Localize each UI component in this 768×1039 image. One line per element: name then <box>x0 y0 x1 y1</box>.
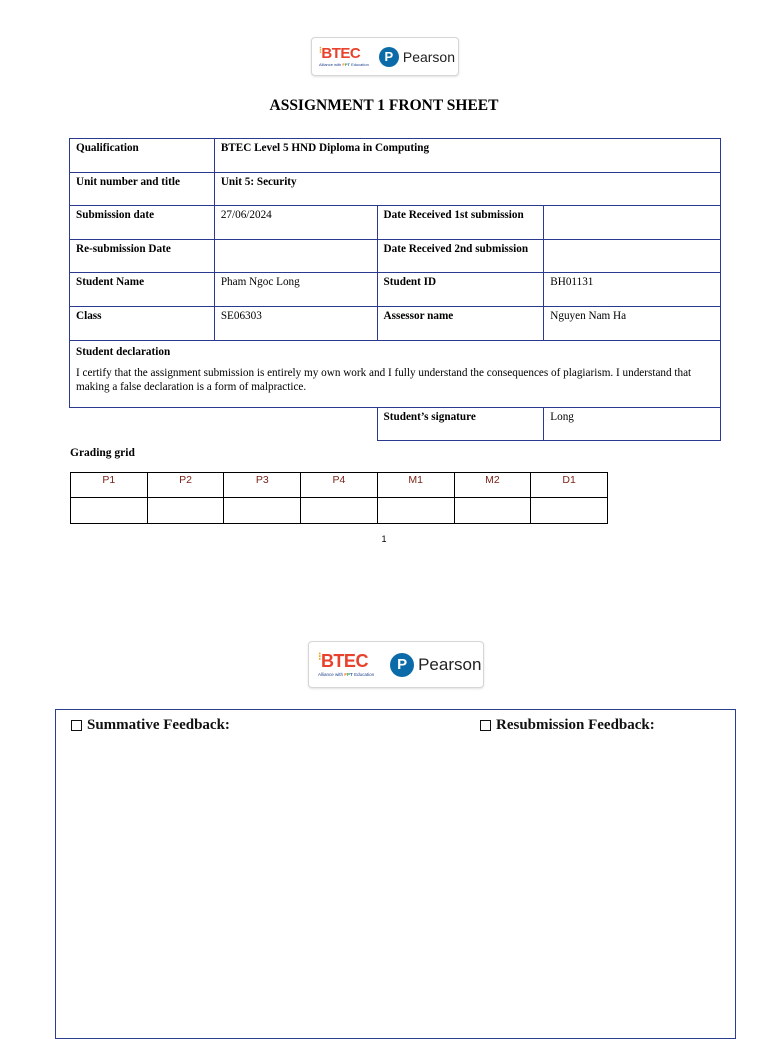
table-row <box>70 340 721 407</box>
qualification-label: Qualification <box>70 139 215 173</box>
resubmission-checkbox[interactable] <box>480 720 491 731</box>
resubmission-date-label: Re-submission Date <box>70 239 215 273</box>
submission-date-value: 27/06/2024 <box>214 206 377 240</box>
student-name-label: Student Name <box>70 273 215 307</box>
fpt-letter: F <box>342 62 345 67</box>
signature-label: Student’s signature <box>377 407 544 441</box>
summative-feedback <box>71 717 230 734</box>
grade-header: M1 <box>377 473 454 498</box>
assessor-value: Nguyen Nam Ha <box>544 306 721 340</box>
fpt-letter: T <box>347 62 350 67</box>
empty-cell <box>70 407 378 441</box>
btec-logo-text: BTEC <box>320 650 368 671</box>
grade-header: P1 <box>71 473 148 498</box>
student-declaration <box>70 340 721 407</box>
table-row <box>70 239 721 273</box>
student-name-value: Pham Ngoc Long <box>214 273 377 307</box>
pearson-icon <box>379 47 399 67</box>
grade-header: P3 <box>224 473 301 498</box>
student-id-label: Student ID <box>377 273 544 307</box>
table-row <box>70 407 721 441</box>
logo-banner-top <box>311 37 459 76</box>
pearson-logo-text: Pearson <box>402 48 456 65</box>
unit-label: Unit number and title <box>70 172 215 206</box>
date-received-2-label: Date Received 2nd submission <box>377 239 544 273</box>
table-row <box>70 306 721 340</box>
fpt-letter: F <box>344 671 348 677</box>
resubmission-feedback <box>480 717 655 734</box>
unit-value: Unit 5: Security <box>214 172 720 206</box>
btec-tagline: Alliance with <box>318 671 344 677</box>
declaration-text: I certify that the assignment submission is entirely my own work and I fully understand the consequences of plagiarism. I understand that making a false declaration is a form of malpractice. <box>76 366 692 394</box>
declaration-label: Student declaration <box>76 345 171 358</box>
grade-header: P4 <box>301 473 378 498</box>
grade-cell <box>377 498 454 524</box>
table-row <box>70 206 721 240</box>
grading-grid-title: Grading grid <box>70 447 135 459</box>
grade-cell <box>224 498 301 524</box>
fpt-suffix: Education <box>354 671 375 677</box>
pearson-initial: P <box>384 49 394 64</box>
grading-grid <box>70 472 608 524</box>
assessor-label: Assessor name <box>377 306 544 340</box>
fpt-letter: T <box>350 671 353 677</box>
grade-header: D1 <box>531 473 608 498</box>
fpt-suffix: Education <box>351 62 369 67</box>
grade-cell <box>147 498 224 524</box>
grade-header: P2 <box>147 473 224 498</box>
qualification-value: BTEC Level 5 HND Diploma in Computing <box>214 139 720 173</box>
logo-banner-bottom <box>308 641 484 688</box>
page-title: ASSIGNMENT 1 FRONT SHEET <box>269 97 499 114</box>
date-received-1-label: Date Received 1st submission <box>377 206 544 240</box>
table-row <box>71 498 608 524</box>
pearson-initial: P <box>397 656 408 673</box>
summative-feedback-label: Summative Feedback: <box>87 717 230 733</box>
class-value: SE06303 <box>214 306 377 340</box>
btec-tagline: Alliance with <box>319 62 342 67</box>
btec-logo-text: BTEC <box>321 45 361 62</box>
table-row <box>71 473 608 498</box>
summative-checkbox[interactable] <box>71 720 82 731</box>
date-received-2-value <box>544 239 721 273</box>
grade-cell <box>454 498 531 524</box>
grade-cell <box>301 498 378 524</box>
pearson-icon <box>390 653 414 677</box>
btec-logo: ⁝BTEC Alliance with FPT Education <box>319 45 369 67</box>
fpt-letter: P <box>347 671 351 677</box>
student-id-value: BH01131 <box>544 273 721 307</box>
class-label: Class <box>70 306 215 340</box>
resubmission-feedback-label: Resubmission Feedback: <box>496 717 655 733</box>
submission-date-label: Submission date <box>70 206 215 240</box>
grade-cell <box>71 498 148 524</box>
btec-logo: ⁝BTEC Alliance with FPT Education <box>318 650 375 677</box>
front-sheet-table <box>69 138 721 441</box>
resubmission-date-value <box>214 239 377 273</box>
grade-cell <box>531 498 608 524</box>
table-row <box>70 172 721 206</box>
feedback-box <box>55 709 736 1039</box>
table-row <box>70 139 721 173</box>
pearson-logo-text: Pearson <box>418 654 482 674</box>
grade-header: M2 <box>454 473 531 498</box>
signature-value: Long <box>544 407 721 441</box>
page-number: 1 <box>381 534 387 544</box>
date-received-1-value <box>544 206 721 240</box>
fpt-letter: P <box>344 62 348 67</box>
table-row <box>70 273 721 307</box>
